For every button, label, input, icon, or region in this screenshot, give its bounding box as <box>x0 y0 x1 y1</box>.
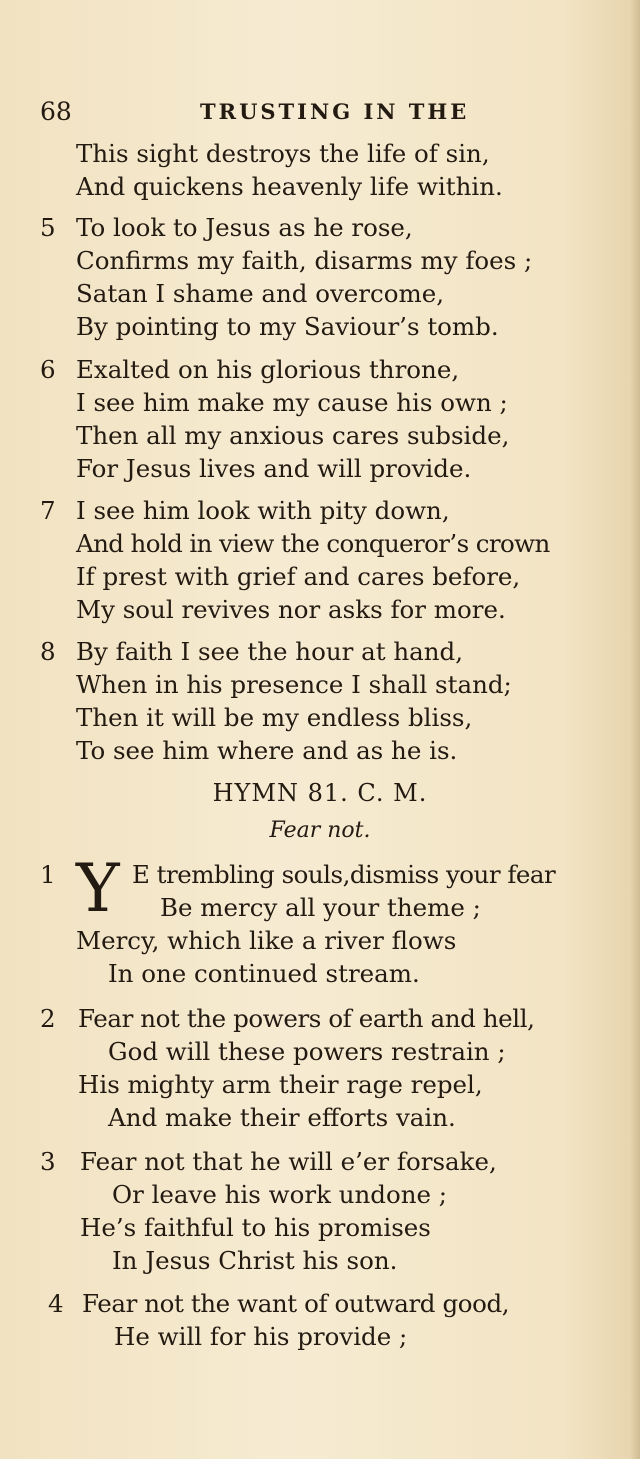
verse-line <box>0 891 640 924</box>
verse-line <box>0 494 640 527</box>
verse-text: In one continued stream. <box>108 959 420 988</box>
running-head: TRUSTING IN THE <box>200 99 470 124</box>
verse-text: Be mercy all your theme ; <box>160 893 481 922</box>
verse-line <box>0 924 640 957</box>
verse-text: By faith I see the hour at hand, <box>76 637 463 666</box>
verse-line <box>0 277 640 310</box>
verse-line <box>0 419 640 452</box>
verse-line <box>0 701 640 734</box>
verse-text: Then it will be my endless bliss, <box>76 703 473 732</box>
verse-text: Then all my anxious cares subside, <box>76 421 510 450</box>
verse-text: To look to Jesus as he rose, <box>76 213 413 242</box>
verse-text: Fear not the powers of earth and hell, <box>78 1004 535 1033</box>
verse-text: Fear not the want of outward good, <box>82 1289 510 1318</box>
verse-text: And quickens heavenly life within. <box>76 172 503 201</box>
verse-text: He will for his provide ; <box>114 1322 408 1351</box>
verse-text: My soul revives nor asks for more. <box>76 595 506 624</box>
stanza-number: 1 <box>40 860 56 889</box>
verse-text: His mighty arm their rage repel, <box>78 1070 483 1099</box>
verse-line <box>0 310 640 343</box>
verse-text: He’s faithful to his promises <box>80 1213 431 1242</box>
hymn-title: HYMN 81. C. M. <box>212 779 428 807</box>
verse-text: And hold in view the conqueror’s crown <box>76 529 550 558</box>
verse-line <box>0 1068 640 1101</box>
verse-text: By pointing to my Saviour’s tomb. <box>76 312 499 341</box>
verse-text: E trembling souls,dismiss your fear <box>132 860 556 889</box>
verse-line <box>0 1244 640 1277</box>
verse-text: Fear not that he will e’er forsake, <box>80 1147 497 1176</box>
verse-text: This sight destroys the life of sin, <box>76 139 490 168</box>
verse-line <box>0 1287 640 1320</box>
verse-text: Or leave his work undone ; <box>112 1180 448 1209</box>
verse-line <box>0 635 640 668</box>
verse-text: Mercy, which like a river flows <box>76 926 457 955</box>
stanza-number: 8 <box>40 637 56 666</box>
verse-text: When in his presence I shall stand; <box>76 670 512 699</box>
verse-line <box>0 452 640 485</box>
verse-line <box>0 1101 640 1134</box>
page-header <box>40 94 600 130</box>
verse-text: If prest with grief and cares before, <box>76 562 521 591</box>
verse-line <box>0 957 640 990</box>
stanza-number: 3 <box>40 1147 56 1176</box>
verse-line <box>0 1178 640 1211</box>
verse-line <box>0 1211 640 1244</box>
verse-line <box>0 353 640 386</box>
verse-line <box>0 1145 640 1178</box>
verse-line <box>0 211 640 244</box>
verse-line <box>0 858 640 891</box>
verse-text: I see him look with pity down, <box>76 496 450 525</box>
hymn-subtitle: Fear not. <box>269 818 371 843</box>
verse-line <box>0 527 640 560</box>
page-number: 68 <box>40 97 72 126</box>
verse-line <box>0 1035 640 1068</box>
verse-text: In Jesus Christ his son. <box>112 1246 398 1275</box>
drop-cap: Y <box>76 850 120 927</box>
verse-text: To see him where and as he is. <box>76 736 458 765</box>
verse-text: Confirms my faith, disarms my foes ; <box>76 246 533 275</box>
verse-line <box>0 1002 640 1035</box>
verse-line <box>0 593 640 626</box>
stanza-number: 2 <box>40 1004 56 1033</box>
stanza-number: 6 <box>40 355 56 384</box>
verse-text: For Jesus lives and will provide. <box>76 454 472 483</box>
stanza-number: 7 <box>40 496 56 525</box>
stanza-number: 5 <box>40 213 56 242</box>
verse-line <box>0 668 640 701</box>
verse-line <box>0 734 640 767</box>
verse-line <box>0 244 640 277</box>
verse-line <box>0 137 640 170</box>
verse-text: Satan I shame and overcome, <box>76 279 445 308</box>
verse-line <box>0 170 640 203</box>
verse-text: I see him make my cause his own ; <box>76 388 508 417</box>
verse-text: And make their efforts vain. <box>108 1103 456 1132</box>
verse-text: God will these powers restrain ; <box>108 1037 506 1066</box>
stanza-number: 4 <box>48 1289 64 1318</box>
verse-line <box>0 386 640 419</box>
verse-text: Exalted on his glorious throne, <box>76 355 460 384</box>
verse-line <box>0 560 640 593</box>
verse-line <box>0 1320 640 1353</box>
